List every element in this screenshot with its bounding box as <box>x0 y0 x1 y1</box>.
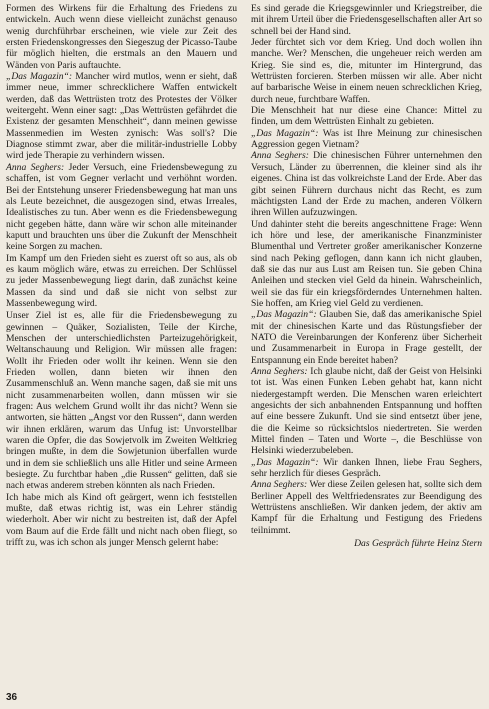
speaker-label: Anna Seghers: <box>251 366 308 377</box>
speaker-label: Anna Seghers: <box>251 479 308 491</box>
paragraph-text: Ich glaube nicht, daß der Geist von Helsinki tot ist. Was einen Funken Leben gehabt hat, kann nicht niedergestampft werden. Die Menschen waren erleichtert angesichts der sich anbahnenden Entspannung und hofften auf eine bessere Zukunft. Und sie sind entsetzt über jene, die die Keime so rücksichtslos niedertreten. Sie werden Mittel finden – Taten und Worte –, die Beschlüsse von Helsinki wiederzubeleben. <box>251 366 482 457</box>
paragraph-text: Im Kampf um den Frieden sieht es zuerst oft so aus, als ob es kaum möglich wäre, etwas zu erreichen. Der Schlüssel zu jeder Massenbewegung liegt darin, daß zunächst keine Massen da sind und daß sie nicht von selbst zur Massenbewegung wird. <box>6 252 237 309</box>
speaker-label: „Das Magazin“: <box>6 71 73 83</box>
paragraph <box>251 105 482 128</box>
paragraph <box>6 71 237 162</box>
paragraph <box>251 3 482 37</box>
paragraph-text: Jeder fürchtet sich vor dem Krieg. Und doch wollen ihn manche. Wer? Menschen, die ungeheuer reich werden am Krieg. Sie sind es, die, mitunter im Hintergrund, das Wettrüsten forcieren. Sterben müssen wir alle. Aber nicht auf barbarische Weise in einem neuen schrecklichen Krieg, durch neue, furchtbare Waffen. <box>251 37 482 105</box>
speaker-label: „Das Magazin“: <box>251 309 317 321</box>
left-column <box>6 3 237 549</box>
paragraph-text: Was ist Ihre Meinung zur chinesischen Aggression gegen Vietnam? <box>251 127 482 151</box>
paragraph-text: Mancher wird mutlos, wenn er sieht, daß immer neue, immer schrecklichere Waffen entwickelt werden, daß das Wettrüsten trotz des Protestes der Völker weitergeht. Wenn einer sagt: „Das Wettrüsten gefährdet die Existenz der gesamten Menschheit“, dann meinen gewisse Massenmedien im Westen zynisch: Was soll's? Die Diagnose stimmt zwar, aber die militär-industrielle Lobby wird jede Therapie zu verhindern wissen. <box>6 71 237 162</box>
paragraph-text: Formen des Wirkens für die Erhaltung des Friedens zu entwickeln. Auch wenn diese vielleicht zunächst genauso wenig durchführbar erscheinen, wie viele zur Zeit des ersten Friedenskongresses den Siegeszug der Picasso-Taube für möglich hielten, die erstmals an den Mauern und Wänden von Paris auftauchte. <box>6 3 237 71</box>
speaker-label: „Das Magazin“: <box>251 127 319 139</box>
paragraph <box>251 37 482 105</box>
paragraph-text: Wir danken Ihnen, liebe Frau Seghers, sehr herzlich für dieses Gespräch. <box>251 456 482 480</box>
paragraph-text: Und dahinter steht die bereits angeschnittene Frage: Wenn ich höre und lese, der amerikanische Finanzminister Blumenthal und Vertreter großer amerikanischer Konzerne sind nach Peking geflogen, dann kann ich nicht glauben, daß sie das nur aus Lust am Reisen tun. Sie geben China Anleihen und stecken viel Geld da hinein. Wahrscheinlich, weil sie das für ein kriegsförderndes Unternehmen halten. Sie hoffen, am Krieg viel Geld zu verdienen. <box>251 218 482 309</box>
paragraph-text: Die chinesischen Führer unternehmen den Versuch, Länder zu überrennen, die kleiner sind als ihr eigenes. China ist das volkreichste Land der Erde. Aber das gibt seinen Führern durchaus nicht das Recht, es zum mächtigsten Land der Erde zu machen, anderen Völkern ihren Willen aufzuzwingen. <box>251 150 482 219</box>
paragraph <box>251 128 482 151</box>
paragraph <box>6 492 237 549</box>
paragraph <box>251 309 482 366</box>
paragraph-text: Es sind gerade die Kriegsgewinnler und Kriegstreiber, die mit ihrem Urteil über die Friedensgesellschaften aller Art so schnell bei der Hand sind. <box>251 3 482 37</box>
paragraph <box>6 253 237 310</box>
speaker-label: Anna Seghers: <box>251 150 309 162</box>
speaker-label: Anna Seghers: <box>6 161 65 173</box>
right-column <box>251 3 482 550</box>
paragraph <box>251 479 482 536</box>
paragraph <box>6 162 237 253</box>
paragraph-text: Ich habe mich als Kind oft geärgert, wenn ich feststellen mußte, daß etwas richtig ist, was ein Lehrer ständig wiederholt. Aber wir nicht zu bestreiten ist, daß der Apfel vom Baum auf die Erde fällt und nicht nach oben fliegt, so trifft zu, was ich schon als junger Mensch gelernt habe: <box>6 491 237 549</box>
interview-credit: Das Gespräch führte Heinz Stern <box>354 538 482 550</box>
paragraph-text: Die Menschheit hat nur diese eine Chance: Mittel zu finden, um dem Wettrüsten Einhalt zu gebieten. <box>251 105 482 128</box>
paragraph-text: Unser Ziel ist es, alle für die Friedensbewegung zu gewinnen – Quäker, Sozialisten, Teile der Kirche, Menschen der unterschiedlichsten Parteizugehörigkeit, Weltanschauung und Religion. Wir müssen alle fragen: Wollt ihr Frieden oder wollt ihr keinen. Wenn sie den Frieden wollen, dann bieten wir ihnen den Zusammenschluß an. Wenn manche sagen, daß sie mit uns nicht zusammenarbeiten wollen, dann müssen wir sie fragen: Aus welchem Grund wollt ihr das nicht? Wenn sie antworten, sie hätten „Angst vor den Russen“, dann werden wir ihnen erklären, warum das Unfug ist: Unvorstellbar waren die Opfer, die das Sowjetvolk im Zweiten Weltkrieg bringen mußte, in dem die Sowjetunion überfallen wurde und in dem sie schließlich uns alle Hitler und seine Armeen besiegte. Zu furchtbar haben „die Russen“ gelitten, daß sie nach etwas anderem streben könnten als nach Frieden. <box>6 310 237 492</box>
page-number: 36 <box>6 692 18 703</box>
paragraph <box>251 457 482 480</box>
paragraph <box>251 150 482 218</box>
paragraph-text: Wer diese Zeilen gelesen hat, sollte sich dem Berliner Appell des Weltfriedensrates zur Beendigung des Wettrüstens anschließen. Wir danken jedem, der aktiv am Kampf für die Erhaltung und Festigung des Friedens teilnimmt. <box>251 479 483 536</box>
paragraph <box>251 219 482 310</box>
paragraph-text: Glauben Sie, daß das amerikanische Spiel mit der chinesischen Karte und das Rüstungsfieber der NATO die Vereinbarungen der Konferenz über Sicherheit und Zusammenarbeit in Europa in Frage gestellt, der Entspannung ein Ende bereitet haben? <box>251 309 482 366</box>
paragraph-text: Jeder Versuch, eine Friedensbewegung zu schaffen, ist vom Gegner verlacht und verhöhnt worden. Bei der Entstehung unserer Friedensbewegung hat man uns als Leute bezeichnet, die ausgezogen sind, etwas Irreales, Idealistisches zu tun. Aber wenn es die Friedensbewegung nicht gegeben hätte, dann wäre wir schon alle miteinander kaputt und brauchten uns über die Zukunft der Menschheit keine Sorgen zu machen. <box>6 161 237 253</box>
paragraph <box>251 366 482 457</box>
paragraph <box>6 310 237 492</box>
speaker-label: „Das Magazin“: <box>251 456 319 468</box>
paragraph <box>6 3 237 71</box>
